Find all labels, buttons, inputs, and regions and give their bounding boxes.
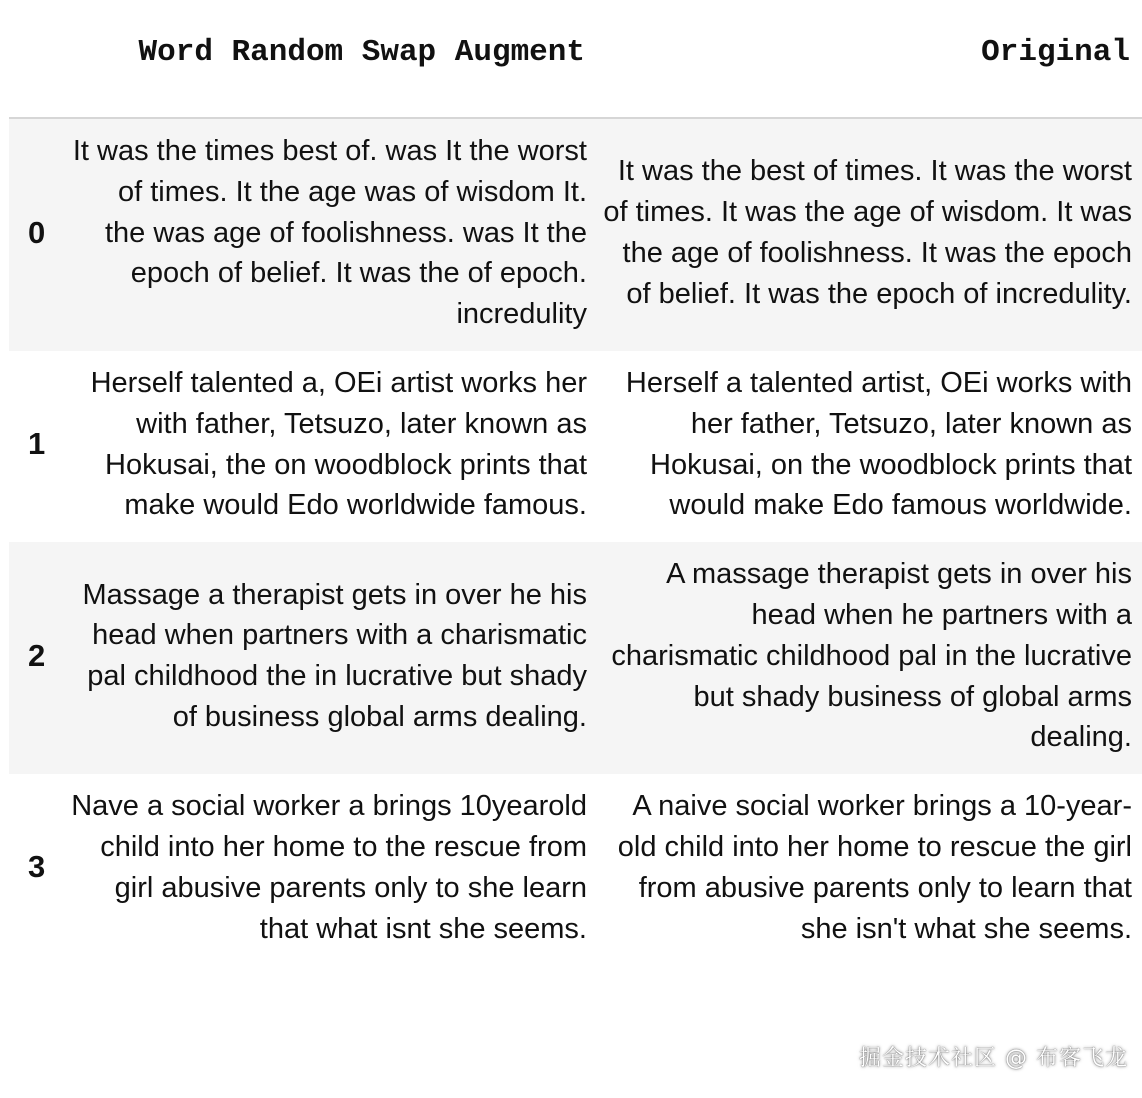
dataframe-table: [9, 0, 1142, 965]
original-cell: It was the best of times. It was the worst of times. It was the age of wisdom. It was the age of foolishness. It was the epoch of belief. It was the epoch of incredulity.: [603, 155, 1132, 310]
original-cell: A massage therapist gets in over his head when he partners with a charismatic childhood pal in the lucrative but shady business of global arms dealing.: [611, 558, 1132, 754]
table-row: [9, 351, 1142, 542]
table-row: [9, 118, 1142, 351]
table-header: [9, 0, 1142, 118]
original-cell: Herself a talented artist, OEi works with her father, Tetsuzo, later known as Hokusai, on the woodblock prints that would make Edo famous worldwide.: [625, 366, 1132, 522]
header-row: [9, 0, 1142, 118]
index-column-header: [9, 0, 71, 118]
row-index: 2: [28, 637, 46, 673]
augmented-column-header: Word Random Swap Augment: [71, 0, 597, 118]
augmented-cell: Herself talented a, OEi artist works her with father, Tetsuzo, later known as Hokusai, the on woodblock prints that make would Edo worldwide famous.: [90, 366, 587, 522]
row-index: 0: [28, 214, 46, 250]
original-cell: A naive social worker brings a 10-year-old child into her home to rescue the girl from abusive parents only to learn that she isn't what she seems.: [617, 790, 1132, 945]
augmented-cell: Nave a social worker a brings 10yearold child into her home to the rescue from girl abusive parents only to she learn that what isnt she seems.: [71, 790, 587, 945]
row-index: 1: [28, 426, 46, 462]
table-row: [9, 774, 1142, 965]
augmented-cell: Massage a therapist gets in over he his head when partners with a charismatic pal childhood the in lucrative but shady of business global arms dealing.: [82, 578, 587, 733]
augmented-cell: It was the times best of. was It the worst of times. It the age was of wisdom It. the was age of foolishness. was It the epoch of belief. It was the of epoch. incredulity: [72, 135, 587, 331]
row-index: 3: [28, 849, 46, 885]
table-body: [9, 118, 1142, 965]
watermark: 掘金技术社区 @ 布客飞龙: [859, 1046, 1128, 1071]
original-column-header: Original: [597, 0, 1142, 118]
table-row: [9, 542, 1142, 774]
